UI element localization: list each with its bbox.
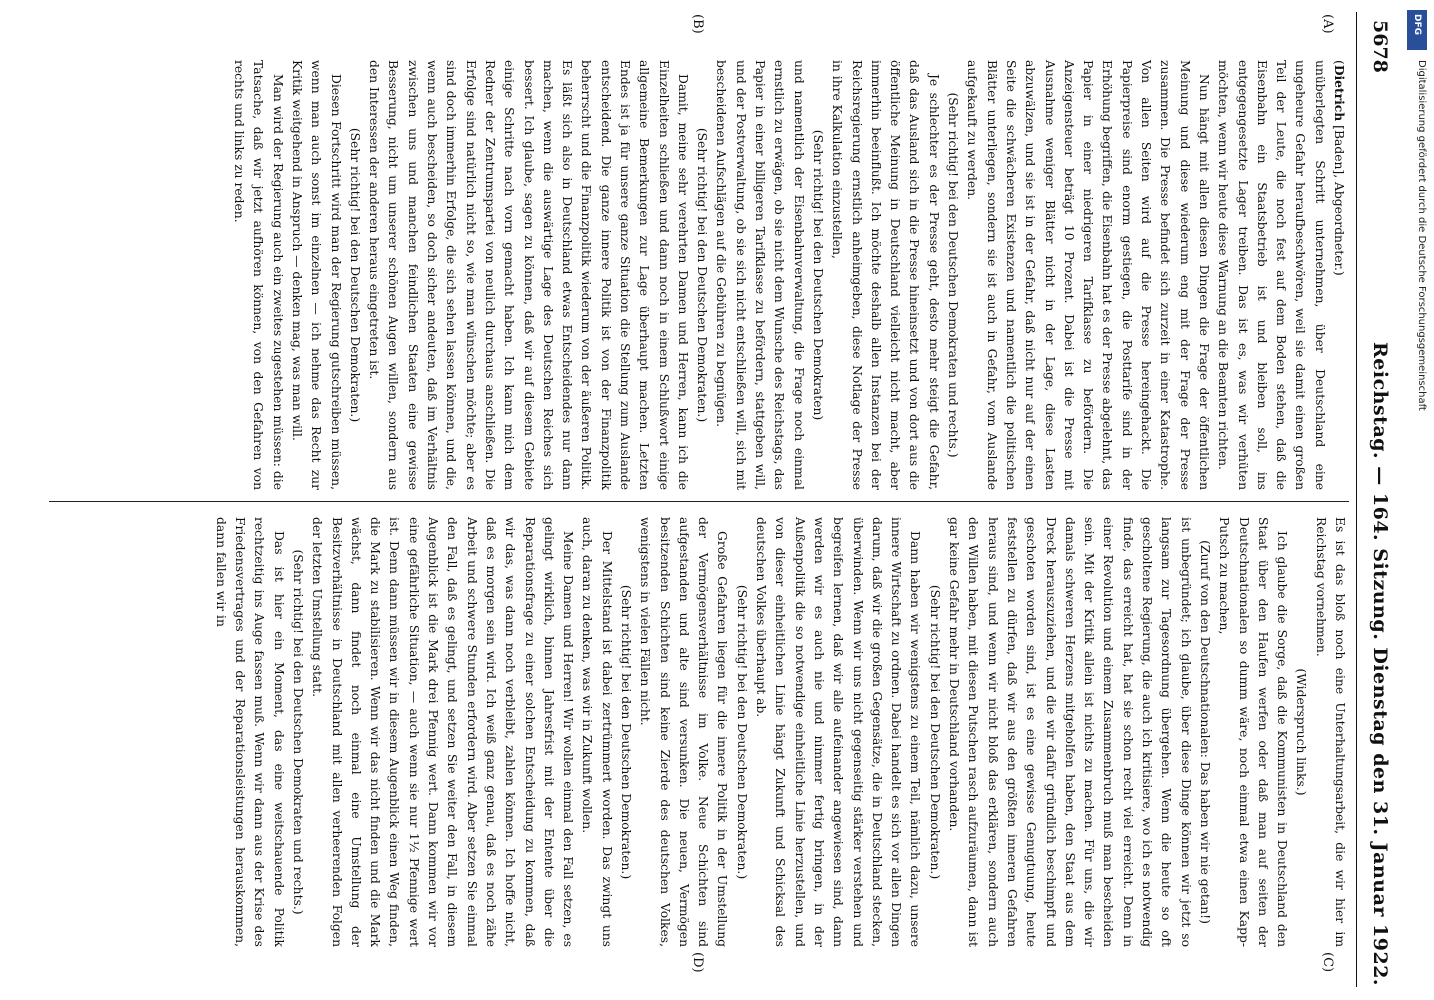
page-number: 5678 [1369,20,1391,73]
paragraph: Große Gefahren liegen für die innere Politik in der Umstellung der Vermögensverhältnisse im Volke. Neue Schichten sind aufgestanden und alte sind versunken. Die neuen, Vermögen besitzenden Schichten sind keine Zierde des deutschen Volkes, wenigstens in vielen Fällen nicht. [638,517,730,947]
paragraph: und namentlich der Eisenbahnverwaltung, die Frage noch einmal ernstlich zu erwägen, ob sie nicht dem Wunsche des Reichstags, das Papier in einer billigeren Tarifklasse zu befördern, stattgeben will, und der Postverwaltung, ob sie sich nicht entschließen will, sich mit bescheidenen Aufschlägen auf die Gebühren zu begnügen. [714,60,806,490]
interjection: (Sehr richtig! bei den Deutschen Demokraten) [810,129,825,421]
page-header [1359,12,1395,987]
paragraph: Der Mittelstand ist dabei zertrümmert worden. Das zwingt uns auch, daran zu denken, was wir in Zukunft wollen. [580,517,614,947]
funding-note: Digitalisierung gefördert durch die Deutsche Forschungsgemeinschaft [1416,60,1427,411]
interjection: (Widerspruch links.) [1294,668,1309,796]
rotated-page [35,12,1395,987]
header-rule [1356,12,1357,987]
paragraph: Man wird der Regierung auch ein zweites zugestehen müssen: die Tatsache, daß wir jetzt aufhören können, von den Gefahren von rechts und links zu reden. [232,60,285,490]
margin-mark-c: (C) [1320,952,1335,973]
dfg-logo [1407,10,1427,50]
margin-mark-a: (A) [1320,14,1335,34]
interjection: (Sehr richtig! bei den Deutschen Demokraten.) [927,584,942,880]
column-rule [49,501,1349,502]
interjection: (Sehr richtig! bei den Deutschen Demokraten.) [347,127,362,423]
paragraph: Diesen Fortschritt wird man der Regierung gutschreiben müssen, wenn man auch sonst im einzelnen — ich nehme das Recht zur Kritik weitgehend in Anspruch — denken mag, was man will. [289,60,343,490]
left-column [49,60,1349,490]
speaker-line: (Dietrich [Baden], Abgeordneter.) [1332,60,1347,276]
interjection: (Zuruf von den Deutschnationalen: Das haben wir nie getan!) [1197,540,1212,924]
interjection: (Sehr richtig! bei den Deutschen Demokraten.) [734,584,749,880]
paragraph: Nun hängt mit allen diesen Dingen die Frage der öffentlichen Meinung und diese wiederum eng mit der Frage der Presse zusammen. Die Presse befindet sich zurzeit in einer Katastrophe. Von allen Seiten wird auf die Presse hereingehackt. Die Papierpreise sind enorm gestiegen, die Posttarife sind in der Erhöhung begriffen, die Eisenbahn hat es der Presse abgelehnt, das Papier in einer niedrigeren Tarifklasse zu befördern. Die Anzeigensteuer beträgt 10 Prozent. Dabei ist die Presse mit Ausnahme weniger Blätter nicht in der Lage, diese Lasten abzuwälzen, und sie ist in der Gefahr, daß nicht nur auf der einen Seite die schwächeren Existenzen und namentlich die politischen Blätter unterliegen, sondern sie ist auch in Gefahr, vom Auslande aufgekauft zu werden. [965,60,1211,490]
paragraph: Dann haben wir wenigstens zu einem Teil, nämlich dazu, unsere innere Wirtschaft zu ordnen. Dabei handelt es sich vor allen Dingen darum, daß wir die großen Gegensätze, die in Deutschland stecken, überwinden. Wenn wir uns nicht gegenseitig stärker verstehen und begreifen lernen, daß wir alle aufeinander angewiesen sind, dann werden wir es auch nie und nimmer fertig bringen, in der Außenpolitik die so notwendige einheitliche Linie herzustellen, und von dieser einheitlichen Linie hängt Zukunft und Schicksal des deutschen Volkes überhaupt ab. [754,517,923,947]
funding-sidebar [1405,8,1429,993]
dfg-logo-text: DFG [1412,14,1422,36]
paragraph: ist unbegründet; ich glaube, über diese Dinge können wir jetzt so langsam zur Tagesordnung übergehen. Wenn die heute so oft gescholtene Regierung, die auch ich kritisiere, wo ich es notwendig finde, das erreicht hat, hat sie schon recht viel erreicht. Denn in einer Revolution und einem Zusammenbruch muß man bescheiden sein. Mit der Kritik allein ist nichts zu machen. Für uns, die wir damals schweren Herzens mitgeholfen haben, den Staat aus dem Dreck herauszuziehen, und die wir dafür gründlich beschimpft und geschoten worden sind, ist es eine gewisse Genugtuung, heute feststellen zu dürfen, daß wir aus den größten inneren Gefahren heraus sind, und wenn wir nicht bloß das erklären, sondern auch den Willen haben, mit diesen Putschen rasch aufzuräumen, dann ist gar keine Gefahr mehr in Deutschland vorhanden. [947,517,1193,947]
margin-mark-d: (D) [690,952,705,973]
speaker-suffix: [Baden], Abgeordneter.) [1332,125,1346,276]
interjection: (Sehr richtig! bei den Deutschen Demokraten und rechts.) [946,92,961,458]
paragraph: Das ist hier ein Moment, das eine weitschauende Politik rechtzeitig ins Auge fassen muß. Wenn wir dann aus der Krise des Friedensvertrages und der Reparationsleistungen herauskommen, dann fallen wir in [213,517,286,947]
interjection: (Sehr richtig! bei den Deutschen Demokraten.) [619,584,634,880]
speaker-name: Dietrich [1332,64,1347,122]
interjection: (Sehr richtig! bei den Deutschen Demokraten und rechts.) [290,549,305,915]
paragraph: Es ist das bloß noch eine Unterhaltungsarbeit, die wir hier im Reichstag vornehmen. [1313,517,1347,947]
margin-mark-b: (B) [690,14,705,34]
right-column [49,517,1349,947]
page-title: Reichstag. — 164. Sitzung. Dienstag den 31. Januar 1922. [1369,342,1391,987]
paragraph: Je schlechter es der Presse geht, desto mehr steigt die Gefahr, daß das Ausland sich in die Presse hineinsetzt und von dort aus die öffentliche Meinung in Deutschland vielleicht nicht macht, aber immerhin beeinflußt. Ich möchte deshalb allen Instanzen bei der Reichsregierung ernstlich anheimgeben, diese Notlage der Presse in ihre Kalkulation einzustellen, [830,60,941,490]
paragraph: Ich glaube die Sorge, daß die Kommunisten in Deutschland den Staat über den Haufen werfen oder daß man auf seiten der Deutschnationalen so dumm wäre, noch einmal etwa einen Kapp-Putsch zu machen, [1217,517,1290,947]
paragraph: Damit, meine sehr verehrten Damen und Herren, kann ich die Einzelheiten schließen und dann noch in einem Schlußwort einige allgemeine Bemerkungen zur Lage überhaupt machen. Letzten Endes ist ja für unsere ganze Situation die Stellung zum Auslande entscheidend. Die ganze innere Politik ist von der Finanzpolitik beherrscht und die Finanzpolitik wiederum von der äußeren Politik. Es läßt sich also in Deutschland etwas Entscheidendes nur dann machen, wenn die auswärtige Lage des Deutschen Reiches sich bessert. Ich glaube, sagen zu können, daß wir auf diesem Gebiete einige Schritte nach vorn gemacht haben. Ich kann mich dem Redner der Zentrumspartei von neulich durchaus anschließen. Die Erfolge sind natürlich nicht so, wie man wünschen möchte; aber es sind doch immerhin Erfolge, die sich sehen lassen können, und die, wenn auch bescheiden, so doch sicher andeuten, daß im Verhältnis zwischen uns und manchen feindlichen Staaten eine gewisse Besserung, nicht um unserer schönen Augen willen, sondern aus den Interessen der anderen heraus eingetreten ist. [367,60,690,490]
interjection: (Sehr richtig! bei den Deutschen Demokraten.) [695,127,710,423]
paragraph: Meine Damen und Herren! Wir wollen einmal den Fall setzen, es gelingt wirklich, binnen Jahresfrist mit der Entente über die Reparationsfrage zu einer solchen Entscheidung zu kommen, daß wir das, was dann noch verbleibt, zahlen können. Ich hoffe nicht, daß es morgen sein wird. Ich weiß ganz genau, daß es noch zähe Arbeit und schwere Stunden erfordern wird. Aber setzen Sie einmal den Fall, daß es gelingt, und setzen Sie weiter den Fall, in diesem Augenblick ist die Mark drei Pfennig wert. Dann kommen wir vor eine gefährliche Situation, — auch wenn sie nur 1½ Pfennige wert ist. Denn dann müssen wir in diesem Augenblick einen Weg finden, die Mark zu stabilisieren. Wenn wir das nicht finden und die Mark wächst, dann findet noch einmal eine Umstellung der Besitzverhältnisse in Deutschland mit allen verheerenden Folgen der letzten Umstellung statt. [310,517,576,947]
paragraph: unüberlegten Schritt unternehmen, über Deutschland eine ungeheure Gefahr heraufbeschwören, weil sie damit einen großen Teil der Leute, die noch fest auf dem Boden stehen, daß die Eisenbahn ein Staatsbetrieb ist und bleiben soll, ins entgegengesetzte Lager treiben. Das ist es, was wir verhüten möchten, wenn wir heute diese Warnung an die Beamten richten. [1216,60,1327,490]
